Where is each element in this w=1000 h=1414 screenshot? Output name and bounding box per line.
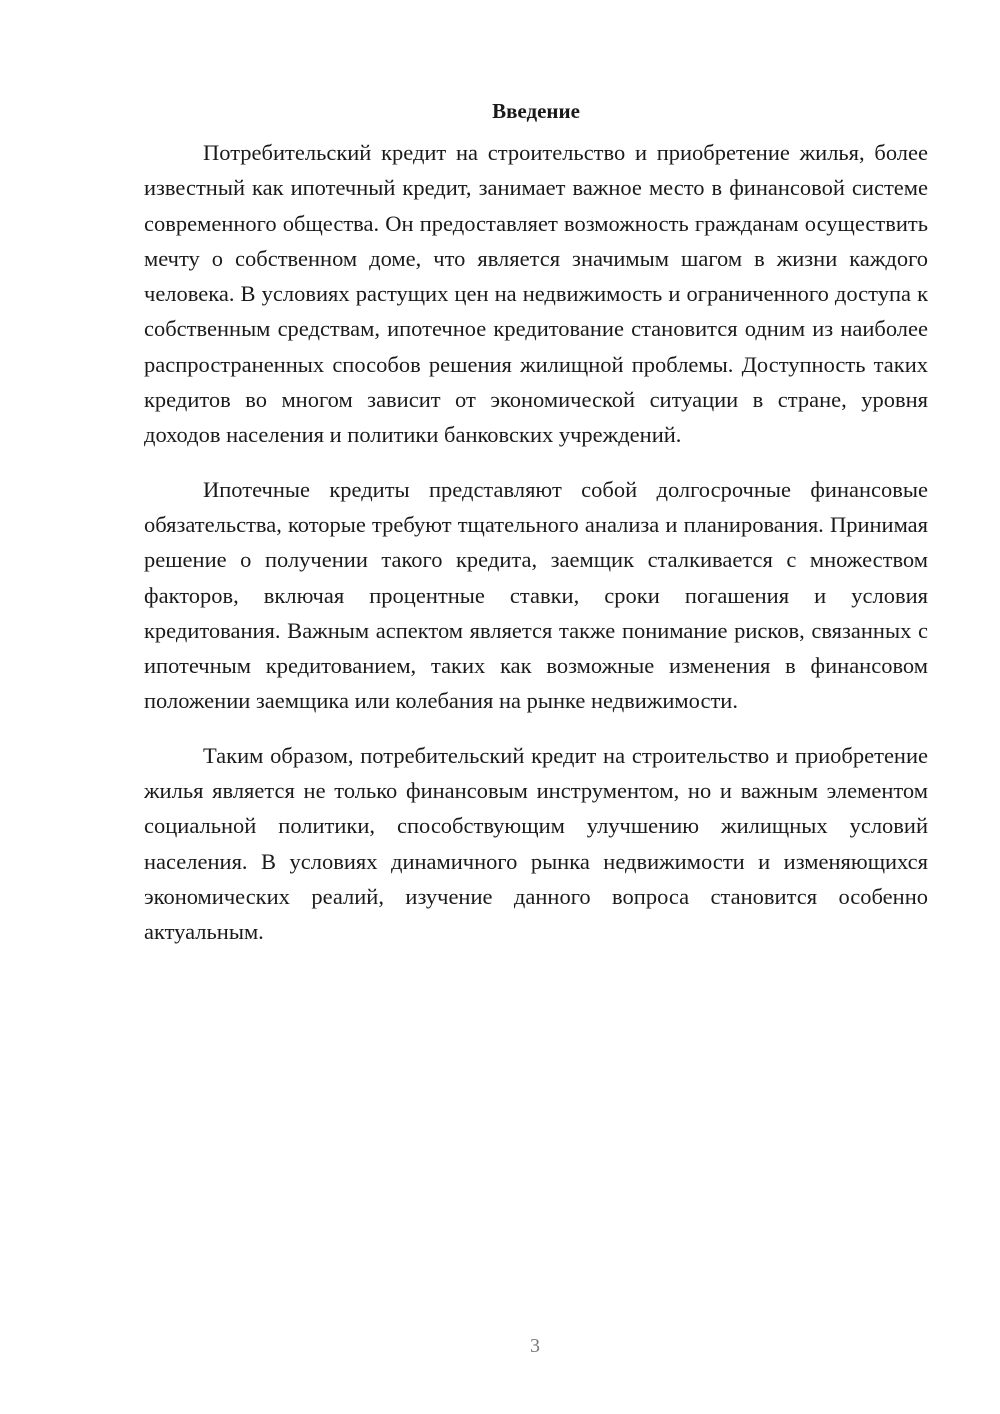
paragraph-1: Потребительский кредит на строительство и приобретение жилья, более известный как ипотечный кредит, занимает важное место в финансовой системе современного общества. Он предоставляет возможность гражданам осуществить мечту о собственном доме, что является значимым шагом в жизни каждого человека. В условиях растущих цен на недвижимость и ограниченного доступа к собственным средствам, ипотечное кредитование становится одним из наиболее распространенных способов решения жилищной проблемы. Доступность таких кредитов во многом зависит от экономической ситуации в стране, уровня доходов населения и политики банковских учреждений. [144,140,928,448]
paragraph-2: Ипотечные кредиты представляют собой долгосрочные финансовые обязательства, которые требуют тщательного анализа и планирования. Принимая решение о получении такого кредита, заемщик сталкивается с множеством факторов, включая процентные ставки, сроки погашения и условия кредитования. Важным аспектом является также понимание рисков, связанных с ипотечным кредитованием, таких как возможные изменения в финансовом положении заемщика или колебания на рынке недвижимости. [144,476,928,714]
document-body [144,96,928,950]
paragraph-3: Таким образом, потребительский кредит на строительство и приобретение жилья является не только финансовым инструментом, но и важным элементом социальной политики, способствующим улучшению жилищных условий населения. В условиях динамичного рынка недвижимости и изменяющихся экономических реалий, изучение данного вопроса становится особенно актуальным. [144,742,928,945]
page-number: 3 [530,1335,540,1357]
section-heading: Введение [492,99,580,123]
